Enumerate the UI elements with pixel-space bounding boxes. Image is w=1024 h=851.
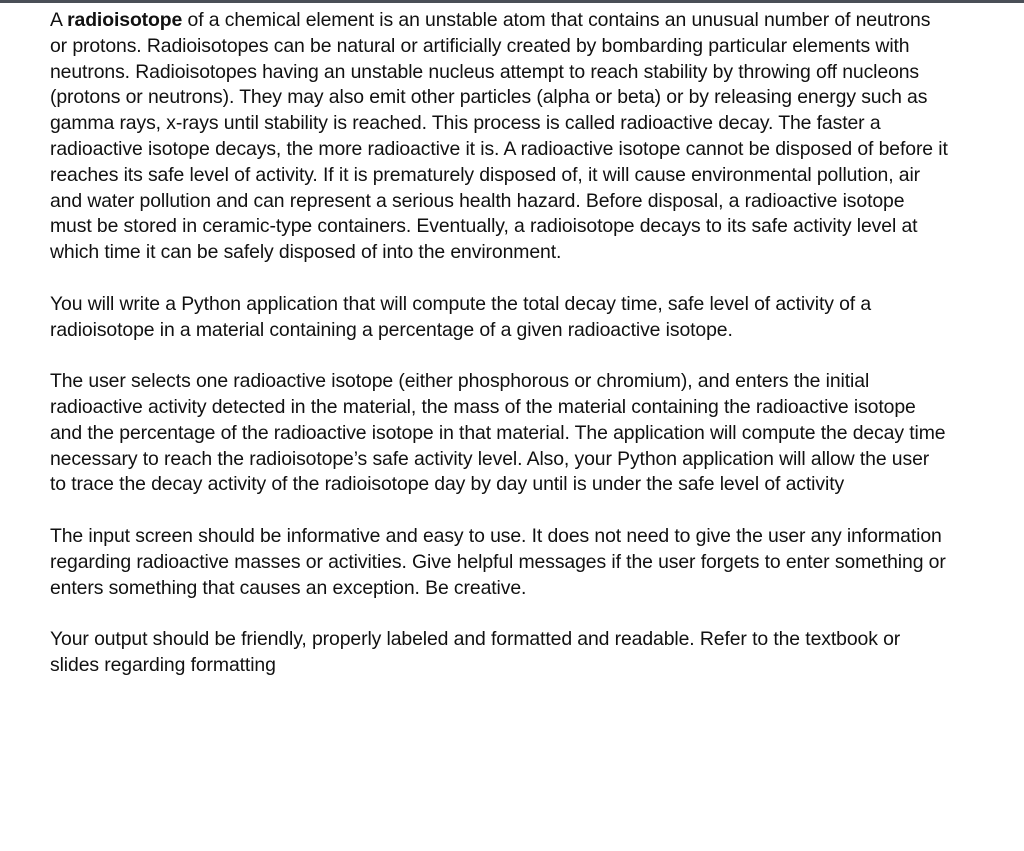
task-paragraph: You will write a Python application that will compute the total decay time, safe level of activity of a radioisotope in a material containing a percentage of a given radioactive isotope. xyxy=(50,292,872,341)
user-input-paragraph: The user selects one radioactive isotope (either phosphorous or chromium), and enters the initial radioactive activity detected in the material, the mass of the material containing the radioactive isotope and the percentage of the radioactive isotope in that material. The application will compute the decay time necessary to reach the radioisotope’s safe activity level. Also, your Python application will allow the user to trace the decay activity of the radioisotope day by day until is under the safe level of activity xyxy=(50,370,946,496)
page-top-border xyxy=(0,0,1024,3)
radioisotope-term: radioisotope xyxy=(67,9,183,31)
output-paragraph: Your output should be friendly, properly labeled and formatted and readable. Refer to the textbook or slides regarding formatting xyxy=(50,628,901,676)
intro-paragraph-text: of a chemical element is an unstable atom that contains an unusual number of neutrons or protons. Radioisotopes can be natural or artificially created by bombarding particular elements with neutrons. Radioisotopes having an unstable nucleus attempt to reach stability by throwing off nucleons (protons or neutrons). They may also emit other particles (alpha or beta) or by releasing energy such as gamma rays, x-rays until stability is reached. This process is called radioactive decay. The faster a radioactive isotope decays, the more radioactive it is. A radioactive isotope cannot be disposed of before it reaches its safe level of activity. If it is prematurely disposed of, it will cause environmental pollution, air and water pollution and can represent a serious health hazard. Before disposal, a radioactive isotope must be stored in ceramic-type containers. Eventually, a radioisotope decays to its safe activity level at which time it can be safely disposed of into the environment. xyxy=(50,9,948,264)
input-screen-paragraph: The input screen should be informative and easy to use. It does not need to give the user any information regarding radioactive masses or activities. Give helpful messages if the user forgets to enter something or enters something that causes an exception. Be creative. xyxy=(50,524,946,599)
intro-paragraph xyxy=(50,8,950,266)
intro-article: A xyxy=(50,9,68,31)
document-body xyxy=(50,8,950,705)
